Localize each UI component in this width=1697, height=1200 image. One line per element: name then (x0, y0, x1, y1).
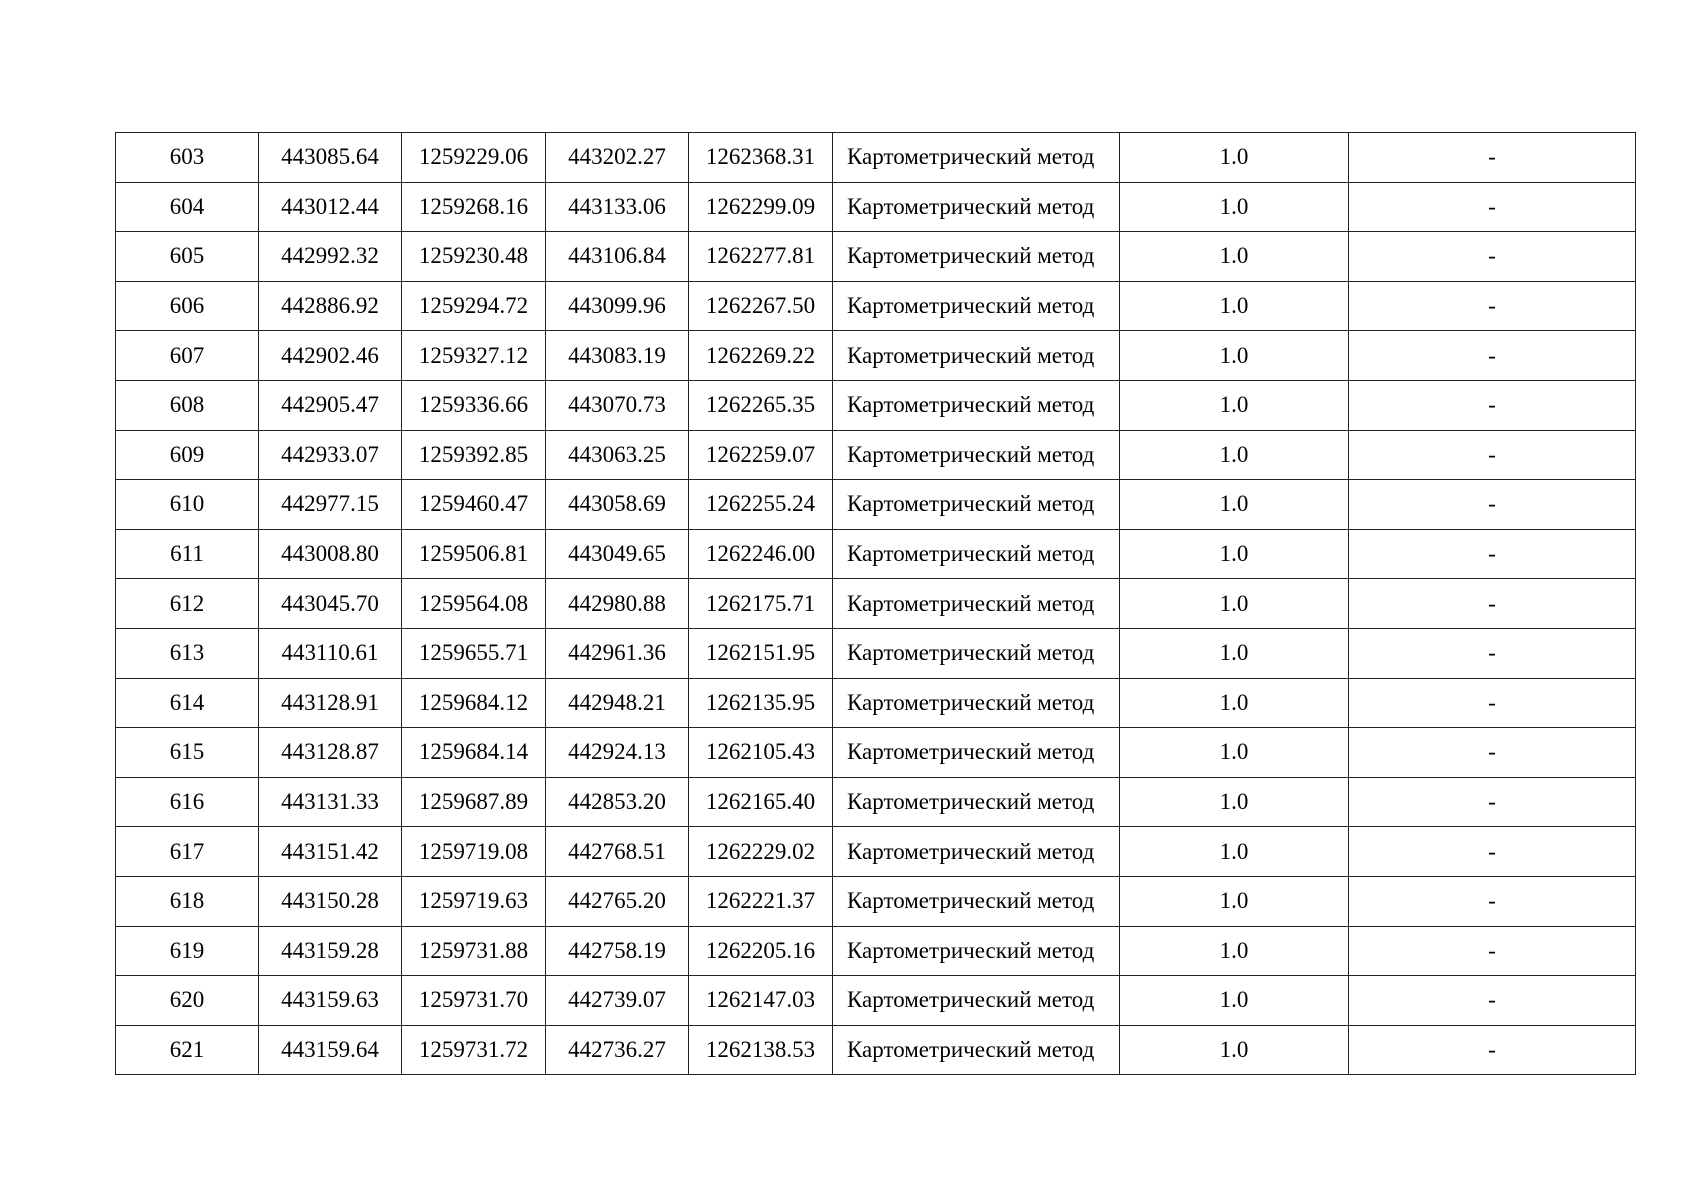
table-row (116, 628, 1636, 678)
new-y-cell: 1262267.50 (689, 281, 833, 331)
point-number-cell: 607 (116, 331, 259, 381)
point-number-cell: 618 (116, 876, 259, 926)
new-y-cell: 1262221.37 (689, 876, 833, 926)
table-row (116, 678, 1636, 728)
note-cell: - (1349, 281, 1636, 331)
accuracy-cell: 1.0 (1120, 281, 1349, 331)
table-row (116, 380, 1636, 430)
accuracy-cell: 1.0 (1120, 529, 1349, 579)
table-row (116, 876, 1636, 926)
point-number-cell: 619 (116, 926, 259, 976)
note-cell: - (1349, 1025, 1636, 1075)
table-row (116, 133, 1636, 183)
method-cell: Картометрический метод (833, 628, 1120, 678)
old-y-cell: 1259655.71 (402, 628, 546, 678)
new-x-cell: 443106.84 (546, 232, 689, 282)
old-y-cell: 1259392.85 (402, 430, 546, 480)
note-cell: - (1349, 827, 1636, 877)
table-row (116, 926, 1636, 976)
table-row (116, 976, 1636, 1026)
new-y-cell: 1262269.22 (689, 331, 833, 381)
old-x-cell: 442992.32 (259, 232, 402, 282)
accuracy-cell: 1.0 (1120, 827, 1349, 877)
old-x-cell: 443128.87 (259, 728, 402, 778)
new-x-cell: 442980.88 (546, 579, 689, 629)
new-y-cell: 1262138.53 (689, 1025, 833, 1075)
old-y-cell: 1259731.70 (402, 976, 546, 1026)
old-y-cell: 1259230.48 (402, 232, 546, 282)
note-cell: - (1349, 678, 1636, 728)
new-x-cell: 443202.27 (546, 133, 689, 183)
point-number-cell: 615 (116, 728, 259, 778)
accuracy-cell: 1.0 (1120, 926, 1349, 976)
point-number-cell: 609 (116, 430, 259, 480)
old-x-cell: 443045.70 (259, 579, 402, 629)
accuracy-cell: 1.0 (1120, 480, 1349, 530)
new-y-cell: 1262255.24 (689, 480, 833, 530)
method-cell: Картометрический метод (833, 579, 1120, 629)
old-x-cell: 443008.80 (259, 529, 402, 579)
new-x-cell: 443133.06 (546, 182, 689, 232)
accuracy-cell: 1.0 (1120, 976, 1349, 1026)
point-number-cell: 613 (116, 628, 259, 678)
new-x-cell: 443049.65 (546, 529, 689, 579)
note-cell: - (1349, 182, 1636, 232)
new-y-cell: 1262265.35 (689, 380, 833, 430)
point-number-cell: 608 (116, 380, 259, 430)
note-cell: - (1349, 579, 1636, 629)
old-y-cell: 1259731.72 (402, 1025, 546, 1075)
accuracy-cell: 1.0 (1120, 628, 1349, 678)
old-x-cell: 443110.61 (259, 628, 402, 678)
note-cell: - (1349, 430, 1636, 480)
new-x-cell: 442739.07 (546, 976, 689, 1026)
new-x-cell: 442853.20 (546, 777, 689, 827)
method-cell: Картометрический метод (833, 926, 1120, 976)
point-number-cell: 612 (116, 579, 259, 629)
point-number-cell: 611 (116, 529, 259, 579)
method-cell: Картометрический метод (833, 182, 1120, 232)
new-y-cell: 1262368.31 (689, 133, 833, 183)
note-cell: - (1349, 380, 1636, 430)
table-row (116, 579, 1636, 629)
old-y-cell: 1259229.06 (402, 133, 546, 183)
old-y-cell: 1259687.89 (402, 777, 546, 827)
new-y-cell: 1262229.02 (689, 827, 833, 877)
new-x-cell: 442765.20 (546, 876, 689, 926)
old-x-cell: 443159.64 (259, 1025, 402, 1075)
note-cell: - (1349, 480, 1636, 530)
accuracy-cell: 1.0 (1120, 777, 1349, 827)
note-cell: - (1349, 876, 1636, 926)
point-number-cell: 605 (116, 232, 259, 282)
point-number-cell: 614 (116, 678, 259, 728)
accuracy-cell: 1.0 (1120, 331, 1349, 381)
table-row (116, 331, 1636, 381)
old-x-cell: 443159.28 (259, 926, 402, 976)
accuracy-cell: 1.0 (1120, 728, 1349, 778)
old-x-cell: 442886.92 (259, 281, 402, 331)
accuracy-cell: 1.0 (1120, 182, 1349, 232)
new-x-cell: 442768.51 (546, 827, 689, 877)
old-x-cell: 442933.07 (259, 430, 402, 480)
accuracy-cell: 1.0 (1120, 430, 1349, 480)
table-row (116, 728, 1636, 778)
old-x-cell: 443150.28 (259, 876, 402, 926)
point-number-cell: 616 (116, 777, 259, 827)
point-number-cell: 617 (116, 827, 259, 877)
table-row (116, 281, 1636, 331)
method-cell: Картометрический метод (833, 976, 1120, 1026)
table-body (116, 133, 1636, 1075)
old-x-cell: 442902.46 (259, 331, 402, 381)
old-x-cell: 443159.63 (259, 976, 402, 1026)
method-cell: Картометрический метод (833, 380, 1120, 430)
accuracy-cell: 1.0 (1120, 133, 1349, 183)
new-y-cell: 1262205.16 (689, 926, 833, 976)
old-y-cell: 1259460.47 (402, 480, 546, 530)
old-x-cell: 443012.44 (259, 182, 402, 232)
method-cell: Картометрический метод (833, 529, 1120, 579)
note-cell: - (1349, 628, 1636, 678)
new-y-cell: 1262259.07 (689, 430, 833, 480)
point-number-cell: 603 (116, 133, 259, 183)
note-cell: - (1349, 331, 1636, 381)
note-cell: - (1349, 529, 1636, 579)
accuracy-cell: 1.0 (1120, 678, 1349, 728)
old-x-cell: 443131.33 (259, 777, 402, 827)
old-x-cell: 442905.47 (259, 380, 402, 430)
table-row (116, 1025, 1636, 1075)
method-cell: Картометрический метод (833, 876, 1120, 926)
accuracy-cell: 1.0 (1120, 1025, 1349, 1075)
table-row (116, 182, 1636, 232)
method-cell: Картометрический метод (833, 480, 1120, 530)
old-y-cell: 1259731.88 (402, 926, 546, 976)
table-row (116, 480, 1636, 530)
old-y-cell: 1259719.08 (402, 827, 546, 877)
new-y-cell: 1262165.40 (689, 777, 833, 827)
accuracy-cell: 1.0 (1120, 380, 1349, 430)
old-x-cell: 443151.42 (259, 827, 402, 877)
point-number-cell: 606 (116, 281, 259, 331)
new-x-cell: 443058.69 (546, 480, 689, 530)
old-x-cell: 443085.64 (259, 133, 402, 183)
note-cell: - (1349, 133, 1636, 183)
note-cell: - (1349, 777, 1636, 827)
method-cell: Картометрический метод (833, 678, 1120, 728)
table-row (116, 529, 1636, 579)
note-cell: - (1349, 232, 1636, 282)
new-y-cell: 1262299.09 (689, 182, 833, 232)
new-y-cell: 1262277.81 (689, 232, 833, 282)
old-y-cell: 1259719.63 (402, 876, 546, 926)
new-y-cell: 1262151.95 (689, 628, 833, 678)
method-cell: Картометрический метод (833, 1025, 1120, 1075)
note-cell: - (1349, 728, 1636, 778)
old-x-cell: 442977.15 (259, 480, 402, 530)
old-y-cell: 1259268.16 (402, 182, 546, 232)
old-y-cell: 1259684.14 (402, 728, 546, 778)
method-cell: Картометрический метод (833, 827, 1120, 877)
new-x-cell: 442961.36 (546, 628, 689, 678)
table-row (116, 777, 1636, 827)
old-y-cell: 1259564.08 (402, 579, 546, 629)
coordinates-table (115, 132, 1636, 1075)
old-y-cell: 1259506.81 (402, 529, 546, 579)
point-number-cell: 620 (116, 976, 259, 1026)
method-cell: Картометрический метод (833, 331, 1120, 381)
new-y-cell: 1262175.71 (689, 579, 833, 629)
method-cell: Картометрический метод (833, 430, 1120, 480)
new-x-cell: 443099.96 (546, 281, 689, 331)
table-row (116, 232, 1636, 282)
old-x-cell: 443128.91 (259, 678, 402, 728)
note-cell: - (1349, 926, 1636, 976)
old-y-cell: 1259327.12 (402, 331, 546, 381)
new-x-cell: 442758.19 (546, 926, 689, 976)
method-cell: Картометрический метод (833, 232, 1120, 282)
new-x-cell: 442924.13 (546, 728, 689, 778)
new-x-cell: 443063.25 (546, 430, 689, 480)
note-cell: - (1349, 976, 1636, 1026)
new-x-cell: 443083.19 (546, 331, 689, 381)
new-x-cell: 442736.27 (546, 1025, 689, 1075)
method-cell: Картометрический метод (833, 133, 1120, 183)
method-cell: Картометрический метод (833, 728, 1120, 778)
new-x-cell: 442948.21 (546, 678, 689, 728)
new-y-cell: 1262246.00 (689, 529, 833, 579)
accuracy-cell: 1.0 (1120, 876, 1349, 926)
table-row (116, 827, 1636, 877)
point-number-cell: 621 (116, 1025, 259, 1075)
table-row (116, 430, 1636, 480)
new-x-cell: 443070.73 (546, 380, 689, 430)
new-y-cell: 1262147.03 (689, 976, 833, 1026)
method-cell: Картометрический метод (833, 777, 1120, 827)
new-y-cell: 1262135.95 (689, 678, 833, 728)
method-cell: Картометрический метод (833, 281, 1120, 331)
accuracy-cell: 1.0 (1120, 232, 1349, 282)
accuracy-cell: 1.0 (1120, 579, 1349, 629)
old-y-cell: 1259684.12 (402, 678, 546, 728)
old-y-cell: 1259336.66 (402, 380, 546, 430)
old-y-cell: 1259294.72 (402, 281, 546, 331)
new-y-cell: 1262105.43 (689, 728, 833, 778)
point-number-cell: 610 (116, 480, 259, 530)
point-number-cell: 604 (116, 182, 259, 232)
